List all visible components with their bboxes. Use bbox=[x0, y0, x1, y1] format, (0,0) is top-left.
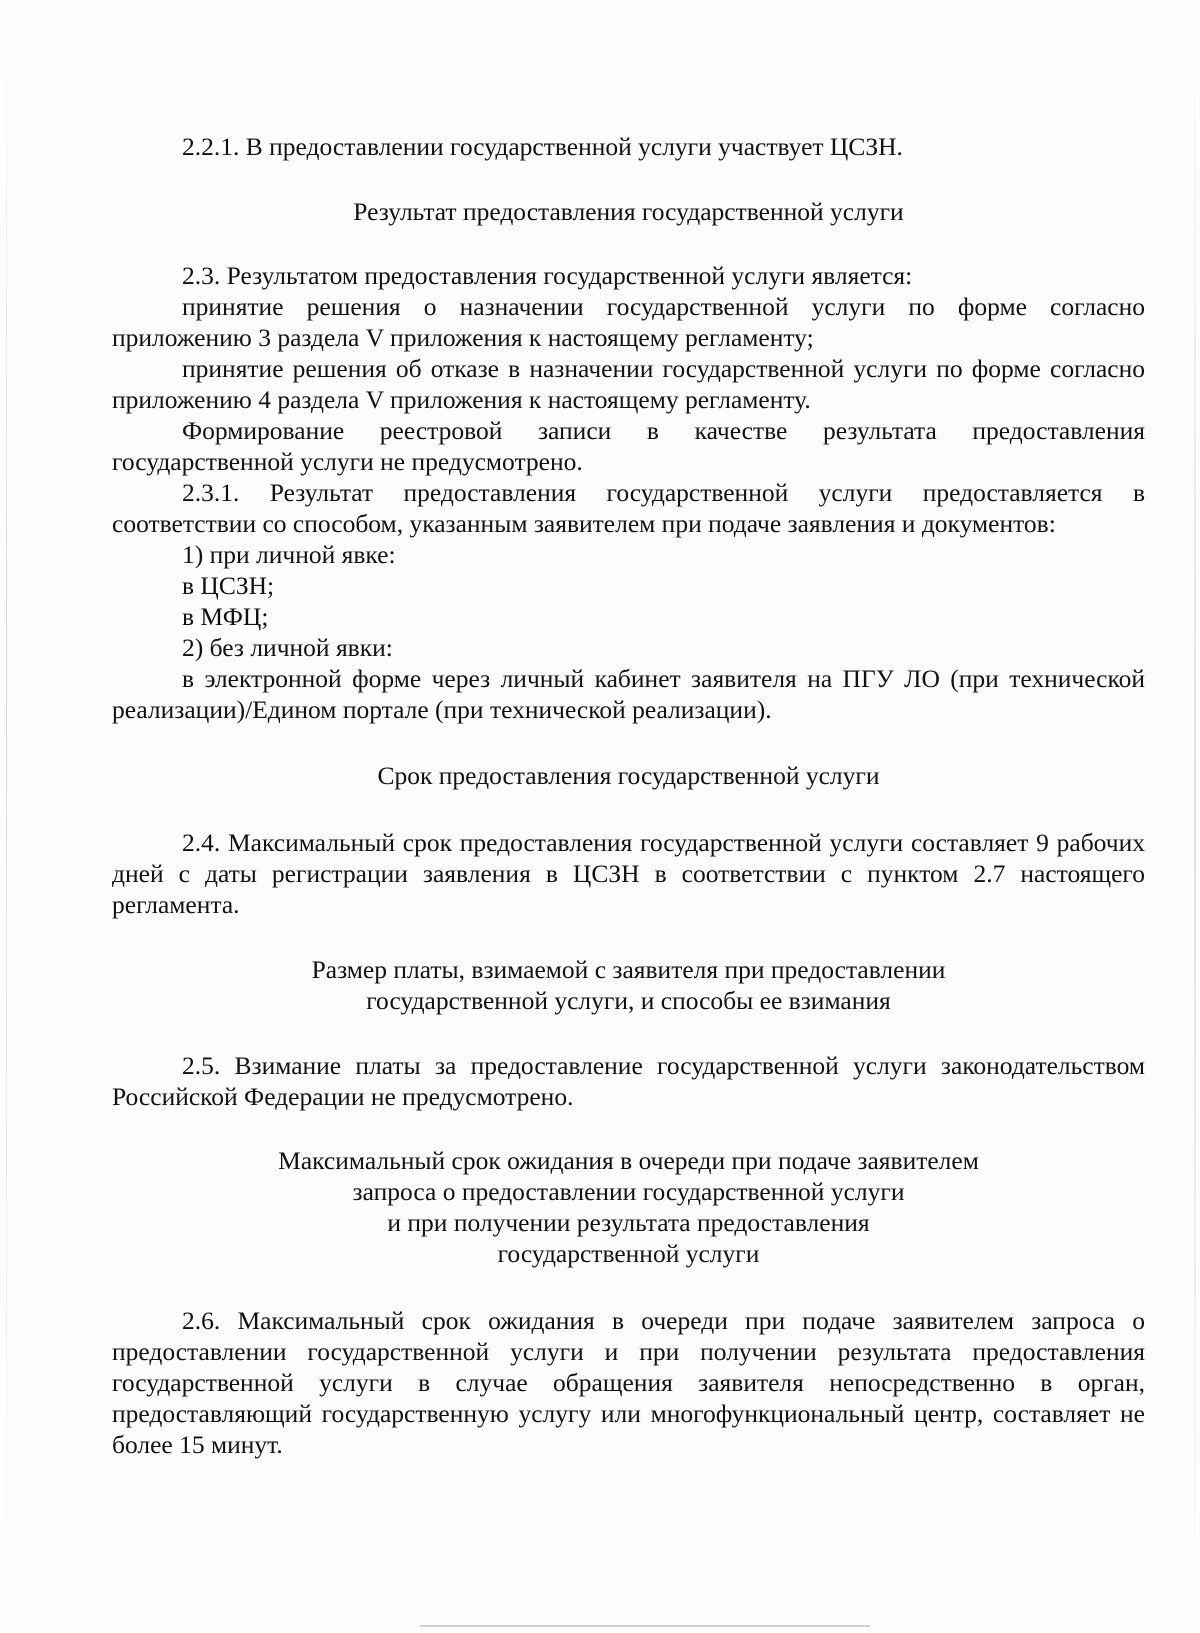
paragraph-2-3: 2.3. Результатом предоставления государственной услуги является: bbox=[182, 261, 913, 290]
paragraph-decision-refusal: принятие решения об отказе в назначении государственной услуги по форме согласно приложению 4 раздела V приложения к настоящему регламенту. bbox=[112, 354, 1145, 414]
list-item-remote: 2) без личной явки: bbox=[182, 633, 393, 662]
heading-fee-line-2: государственной услуги, и способы ее взимания bbox=[366, 986, 891, 1015]
heading-queue-line-2: запроса о предоставлении государственной услуги bbox=[352, 1177, 905, 1206]
heading-queue bbox=[112, 1145, 1145, 1269]
heading-fee-line-1: Размер платы, взимаемой с заявителя при предоставлении bbox=[311, 955, 946, 984]
paragraph-decision-grant: принятие решения о назначении государственной услуги по форме согласно приложению 3 раздела V приложения к настоящему регламенту; bbox=[112, 292, 1145, 352]
paragraph-2-3-1: 2.3.1. Результат предоставления государственной услуги предоставляется в соответствии со способом, указанным заявителем при подаче заявления и документов: bbox=[112, 478, 1145, 538]
heading-queue-line-4: государственной услуги bbox=[497, 1239, 760, 1268]
paragraph-registry-record: Формирование реестровой записи в качестве результата предоставления государственной услуги не предусмотрено. bbox=[112, 416, 1145, 476]
heading-queue-line-3: и при получении результата предоставления bbox=[387, 1208, 870, 1237]
paragraph-2-6: 2.6. Максимальный срок ожидания в очереди при подаче заявителем запроса о предоставлении государственной услуги и при получении результата предоставления государственной услуги в случае обращения заявителя непосредственно в орган, предоставляющий государственную услугу или многофункциональный центр, составляет не более 15 минут. bbox=[112, 1306, 1145, 1459]
heading-result: Результат предоставления государственной услуги bbox=[353, 197, 904, 226]
paragraph-2-4: 2.4. Максимальный срок предоставления государственной услуги составляет 9 рабочих дней с даты регистрации заявления в ЦСЗН в соответствии с пунктом 2.7 настоящего регламента. bbox=[112, 828, 1145, 919]
paragraph-2-5: 2.5. Взимание платы за предоставление государственной услуги законодательством Российской Федерации не предусмотрено. bbox=[112, 1051, 1145, 1111]
paragraph-2-2-1: 2.2.1. В предоставлении государственной услуги участвует ЦСЗН. bbox=[182, 132, 903, 161]
scan-bottom-mark bbox=[420, 1625, 870, 1627]
heading-term: Срок предоставления государственной услуги bbox=[377, 761, 880, 790]
scan-right-edge bbox=[1194, 0, 1196, 1633]
heading-queue-line-1: Максимальный срок ожидания в очереди при подаче заявителем bbox=[278, 1146, 979, 1175]
heading-fee bbox=[112, 954, 1145, 1016]
list-item-mfc: в МФЦ; bbox=[182, 602, 269, 631]
scan-left-edge bbox=[6, 0, 7, 1633]
list-item-cszn: в ЦСЗН; bbox=[182, 571, 275, 600]
list-item-electronic: в электронной форме через личный кабинет заявителя на ПГУ ЛО (при технической реализации)/Едином портале (при технической реализации). bbox=[112, 664, 1145, 724]
document-body bbox=[112, 131, 1145, 1460]
list-item-personal-visit: 1) при личной явке: bbox=[182, 540, 396, 569]
